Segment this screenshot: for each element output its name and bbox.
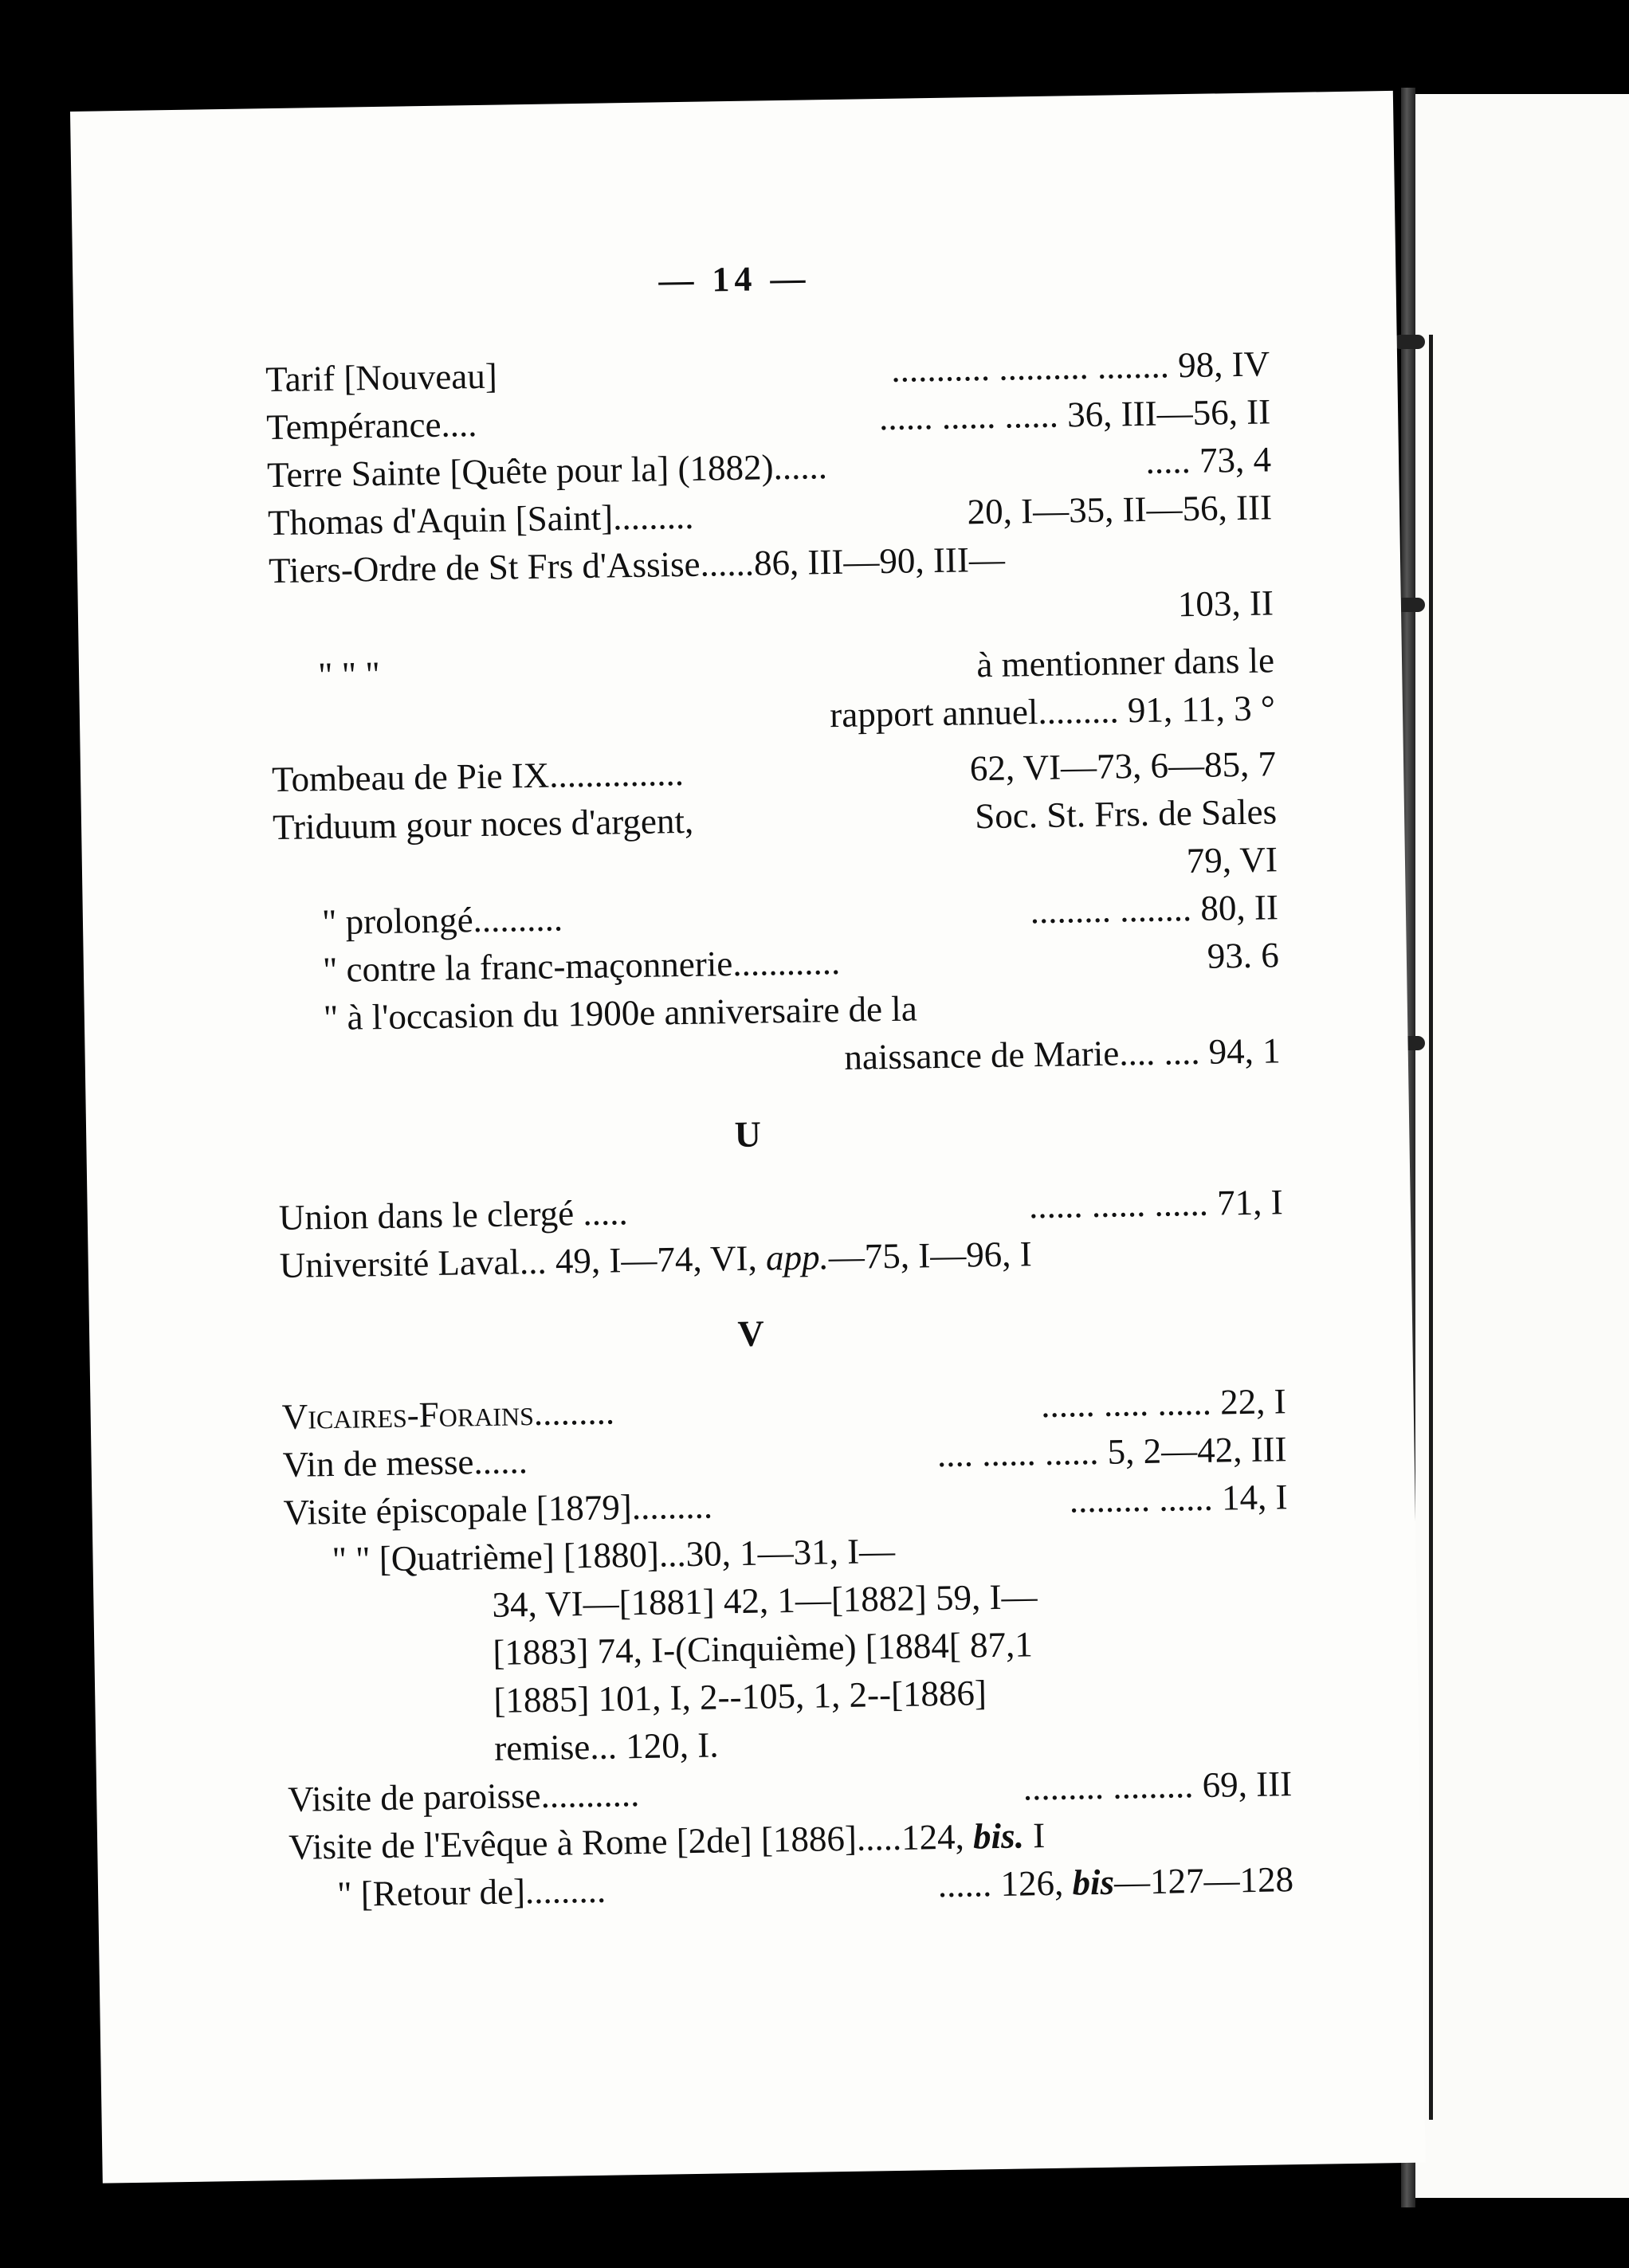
entry-temperance: Tempérance.... [265,404,477,448]
entry-visite-remise: remise... 120, I. [493,1725,719,1768]
page-number: — 14 — [658,258,811,300]
entry-anniversaire: " à l'occasion du 1900e anniversaire de la [323,988,918,1038]
entry-mentionner: à mentionner dans le [976,640,1275,685]
entry-union-clerge-ref: ...... ...... ...... 71, I [1028,1182,1284,1226]
facing-page [1403,94,1629,2198]
entry-tombeau: Tombeau de Pie IX............... [271,753,685,800]
entry-vicaires-forains-dots: ......... [533,1391,615,1434]
entry-retour: " [Retour de]......... [336,1870,606,1915]
entry-tiers-ordre: Tiers-Ordre de St Frs d'Assise......86, III—90, III— [268,539,1006,591]
index-page [70,91,1426,2184]
entry-retour-ref-bis: bis [1072,1862,1115,1903]
entry-visite-cont-2: [1883] 74, I-(Cinquième) [1884[ 87,1 [493,1624,1034,1673]
entry-universite-laval [279,1236,1032,1284]
entry-franc-maconnerie: " contre la franc-maçonnerie............ [322,941,841,991]
entry-retour-ref-pre: ...... 126, [937,1862,1073,1905]
entry-vicaires-forains-title: Vicaires-Forains [281,1393,535,1438]
entry-thomas-aquin: Thomas d'Aquin [Saint]......... [267,496,694,543]
entry-mentionner-ref: rapport annuel......... 91, 11, 3 ° [829,688,1276,736]
entry-visite-rome-bis: bis. [972,1815,1025,1857]
entry-triduum: Triduum gour noces d'argent, [272,800,694,848]
entry-visite-rome-ref: I [1023,1815,1046,1856]
entry-terre-sainte: Terre Sainte [Quête pour la] (1882)...... [266,446,828,496]
entry-franc-maconnerie-ref: 93. 6 [1207,935,1280,976]
entry-vin-messe: Vin de messe...... [282,1441,528,1485]
entry-visite-episcopale-ref: ......... ...... 14, I [1069,1477,1288,1521]
entry-universite-laval-ref: —75, I—96, I [828,1234,1033,1277]
entry-visite-quatrieme: " " [Quatrième] [1880]...30, 1—31, I— [332,1530,896,1580]
entry-visite-episcopale: Visite épiscopale [1879]......... [283,1485,713,1533]
entry-universite-laval-text: Université Laval... 49, I—74, VI, [279,1238,758,1286]
entry-vicaires-forains [281,1391,615,1438]
entry-union-clerge: Union dans le clergé ..... [278,1192,628,1238]
ditto-marks: " " " [317,653,381,696]
entry-visite-cont-1: 34, VI—[1881] 42, 1—[1882] 59, I— [492,1576,1038,1625]
entry-visite-rome [288,1815,1046,1867]
binding-thread [1393,335,1425,349]
entry-retour-ref [937,1859,1294,1905]
entry-temperance-ref: ...... ...... ...... 36, III—56, II [878,391,1271,438]
entry-visite-cont-3: [1885] 101, I, 2--105, 1, 2--[1886] [493,1673,987,1721]
entry-retour-ref-post: —127—128 [1113,1859,1294,1902]
entry-tiers-ordre-ref: 103, II [1177,583,1274,625]
entry-triduum-ref: 79, VI [1186,839,1278,881]
entry-prolonge: " prolongé.......... [321,898,563,943]
entry-triduum-cont: Soc. St. Frs. de Sales [974,791,1278,837]
entry-prolonge-ref: ......... ........ 80, II [1030,887,1279,932]
entry-vicaires-forains-ref: ...... ..... ...... 22, I [1040,1381,1286,1426]
entry-tarif: Tarif [Nouveau] [265,355,498,400]
gutter-line [1429,335,1433,2120]
entry-anniversaire-ref: naissance de Marie.... .... 94, 1 [844,1030,1282,1077]
entry-visite-paroisse-ref: ......... ......... 69, III [1023,1764,1293,1808]
entry-tombeau-ref: 62, VI—73, 6—85, 7 [969,744,1277,789]
section-letter-v: V [737,1313,765,1355]
entry-thomas-aquin-ref: 20, I—35, II—56, III [967,487,1273,532]
entry-universite-laval-app: app. [765,1237,830,1278]
entry-visite-paroisse: Visite de paroisse........... [287,1774,640,1819]
entry-tarif-ref: ........... .......... ........ 98, IV [890,343,1270,390]
entry-vin-messe-ref: .... ...... ...... 5, 2—42, III [936,1429,1287,1475]
section-letter-u: U [734,1113,762,1156]
entry-terre-sainte-ref: ..... 73, 4 [1145,439,1272,481]
entry-visite-rome-text: Visite de l'Evêque à Rome [2de] [1886].....124, [288,1816,965,1867]
